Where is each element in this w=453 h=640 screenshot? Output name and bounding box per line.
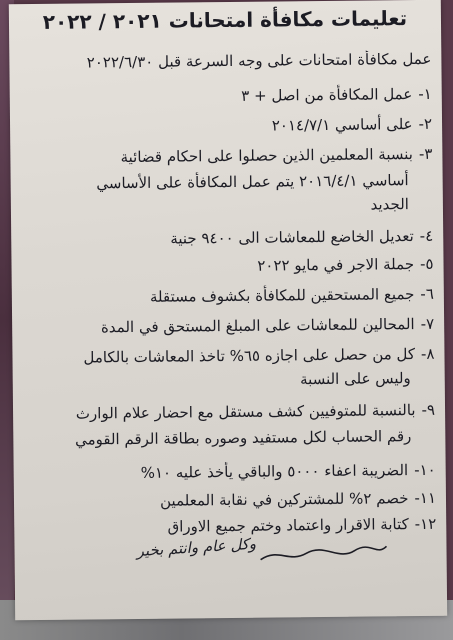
item-text: أساسي ٢٠١٦/٤/١ يتم عمل المكافأة على الأساسي: [96, 171, 409, 193]
item-text: رقم الحساب لكل مستفيد وصوره بطاقة الرقم القومي: [74, 427, 412, 449]
item-text: عمل المكافأة من اصل + ٣: [241, 85, 413, 105]
item-text: المحالين للمعاشات على المبلغ المستحق في المدة: [100, 315, 415, 337]
item-number: ٦-: [420, 284, 434, 303]
item-text: كتابة الاقرار واعتماد وختم جميع الاوراق: [167, 515, 409, 536]
item-text: جميع المستحقين للمكافأة بكشوف مستقلة: [149, 285, 415, 306]
page-title: تعليمات مكافأة امتحانات ٢٠٢١ / ٢٠٢٢: [42, 6, 408, 34]
item-number: ١٢-: [414, 514, 437, 534]
item-text: الجديد: [370, 195, 409, 214]
list-item-continuation: [15, 426, 417, 450]
item-number: ٤-: [419, 226, 434, 245]
closing-greeting: وكل عام وانتم بخير: [136, 534, 257, 561]
list-item: [14, 284, 434, 308]
item-number: ٢-: [418, 114, 433, 133]
list-item: [12, 84, 432, 108]
list-item-continuation: [13, 194, 415, 218]
item-number: ١-: [418, 84, 432, 103]
item-number: ٣-: [418, 144, 433, 163]
list-item: [13, 226, 433, 250]
item-text: وليس على النسبة: [299, 369, 411, 389]
list-item: [12, 114, 432, 138]
item-text: بالنسبة للمتوفيين كشف مستقل مع احضار علام الوارث: [75, 401, 416, 423]
instruction-sheet: [9, 0, 447, 620]
list-item: [16, 460, 436, 484]
item-number: ٨-: [420, 344, 435, 363]
item-text: خصم ٢% للمشتركين في نقابة المعلمين: [159, 489, 409, 510]
list-item: [14, 344, 434, 368]
list-item: [16, 488, 436, 512]
intro-line: عمل مكافأة امتحانات على وجه السرعة قبل ٢٠٢٢/٦/٣٠: [86, 49, 432, 72]
item-number: ٥-: [419, 254, 434, 273]
item-text: جملة الاجر في مايو ٢٠٢٢: [257, 255, 415, 275]
item-number: ٩-: [421, 400, 436, 419]
list-item-continuation: [15, 368, 417, 392]
item-text: تعديل الخاضع للمعاشات الى ٩٤٠٠ جنية: [170, 227, 414, 248]
list-item: [13, 254, 433, 278]
signature-scribble: [258, 540, 388, 565]
item-number: ١١-: [414, 488, 437, 508]
item-number: ١٠-: [414, 460, 436, 480]
list-item: [12, 144, 432, 168]
list-item: [16, 514, 436, 538]
item-text: كل من حصل على اجازه ٦٥% تاخذ المعاشات بالكامل: [83, 345, 416, 367]
item-text: بنسبة المعلمين الذين حصلوا على احكام قضائية: [120, 145, 413, 167]
item-text: على أساسي ٢٠١٤/٧/١: [271, 115, 413, 135]
item-number: ٧-: [420, 314, 435, 333]
list-item: [14, 314, 434, 338]
list-item: [15, 400, 435, 424]
list-item-continuation: [13, 170, 415, 194]
item-text: الضريبة اعفاء ٥٠٠٠ والباقي يأخذ عليه ١٠%: [140, 461, 409, 482]
